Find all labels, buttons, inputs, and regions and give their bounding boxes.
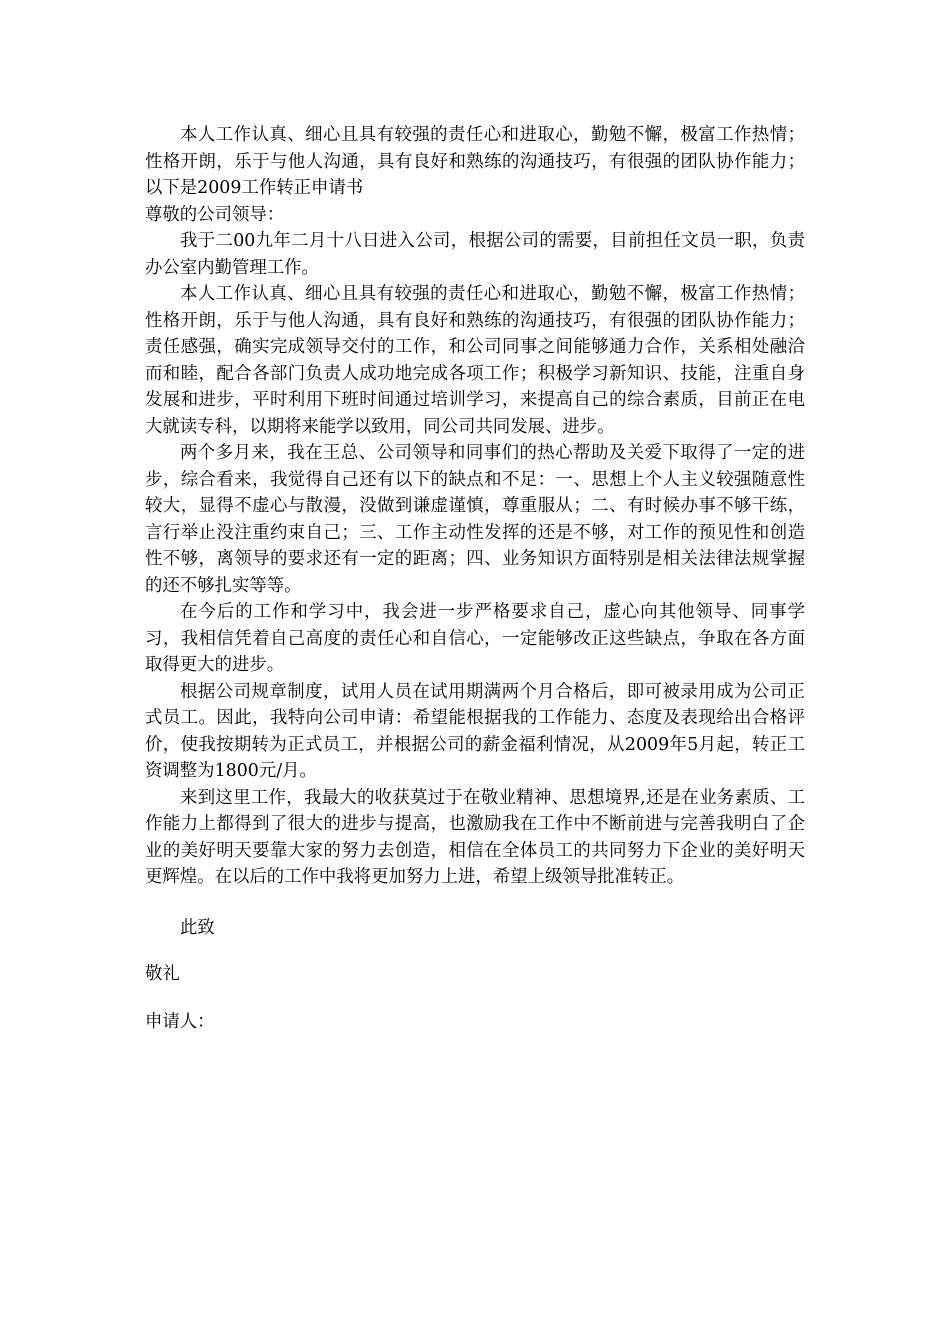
paragraph-shortcomings: 两个多月来，我在王总、公司领导和同事们的热心帮助及关爱下取得了一定的进步，综合看来，我觉得自己还有以下的缺点和不足：一、思想上个人主义较强随意性较大，显得不虚心与散漫，没做到谦虚谨慎，尊重服从；二、有时候办事不够干练，言行举止没注重约束自己；三、工作主动性发挥的还是不够，对工作的预见性和创造性不够，离领导的要求还有一定的距离；四、业务知识方面特别是相关法律法规掌握的还不够扎实等等。: [145, 443, 805, 596]
paragraph-gains: 来到这里工作，我最大的收获莫过于在敬业精神、思想境界,还是在业务素质、工作能力上都得到了很大的进步与提高，也激励我在工作中不断前进与完善我明白了企业的美好明天要靠大家的努力去创造，相信在全体员工的共同努力下企业的美好明天更辉煌。在以后的工作中我将更加努力上进，希望上级领导批准转正。: [145, 787, 805, 887]
closing-phrase: 此致: [180, 917, 215, 938]
paragraph-application-request: 根据公司规章制度，试用人员在试用期满两个月合格后，即可被录用成为公司正式员工。因此，我特向公司申请：希望能根据我的工作能力、态度及表现给出合格评价，使我按期转为正式员工，并根据公司的薪金福利情况，从2009年5月起，转正工资调整为1800元/月。: [145, 681, 805, 781]
salutation: 尊敬的公司领导：: [145, 204, 285, 225]
paragraph-self-assessment: 本人工作认真、细心且具有较强的责任心和进取心，勤勉不懈，极富工作热情；性格开朗，乐于与他人沟通，具有良好和熟练的沟通技巧，有很强的团队协作能力；责任感强，确实完成领导交付的工作，和公司同事之间能够通力合作，关系相处融洽而和睦，配合各部门负责人成功地完成各项工作；积极学习新知识、技能，注重自身发展和进步，平时利用下班时间通过培训学习，来提高自己的综合素质，目前正在电大就读专科，以期将来能学以致用，同公司共同发展、进步。: [145, 284, 805, 437]
paragraph-future-plan: 在今后的工作和学习中，我会进一步严格要求自己，虚心向其他领导、同事学习，我相信凭着自己高度的责任心和自信心，一定能够改正这些缺点，争取在各方面取得更大的进步。: [145, 602, 805, 675]
regards-phrase: 敬礼: [145, 964, 180, 984]
intro-paragraph: 本人工作认真、细心且具有较强的责任心和进取心，勤勉不懈，极富工作热情；性格开朗，乐于与他人沟通，具有良好和熟练的沟通技巧，有很强的团队协作能力；以下是2009工作转正申请书: [145, 125, 805, 198]
paragraph-entry-date: 我于二00九年二月十八日进入公司，根据公司的需要，目前担任文员一职，负责办公室内勤管理工作。: [145, 231, 805, 278]
applicant-label: 申请人：: [145, 1011, 215, 1032]
letter-body: [145, 122, 805, 1035]
